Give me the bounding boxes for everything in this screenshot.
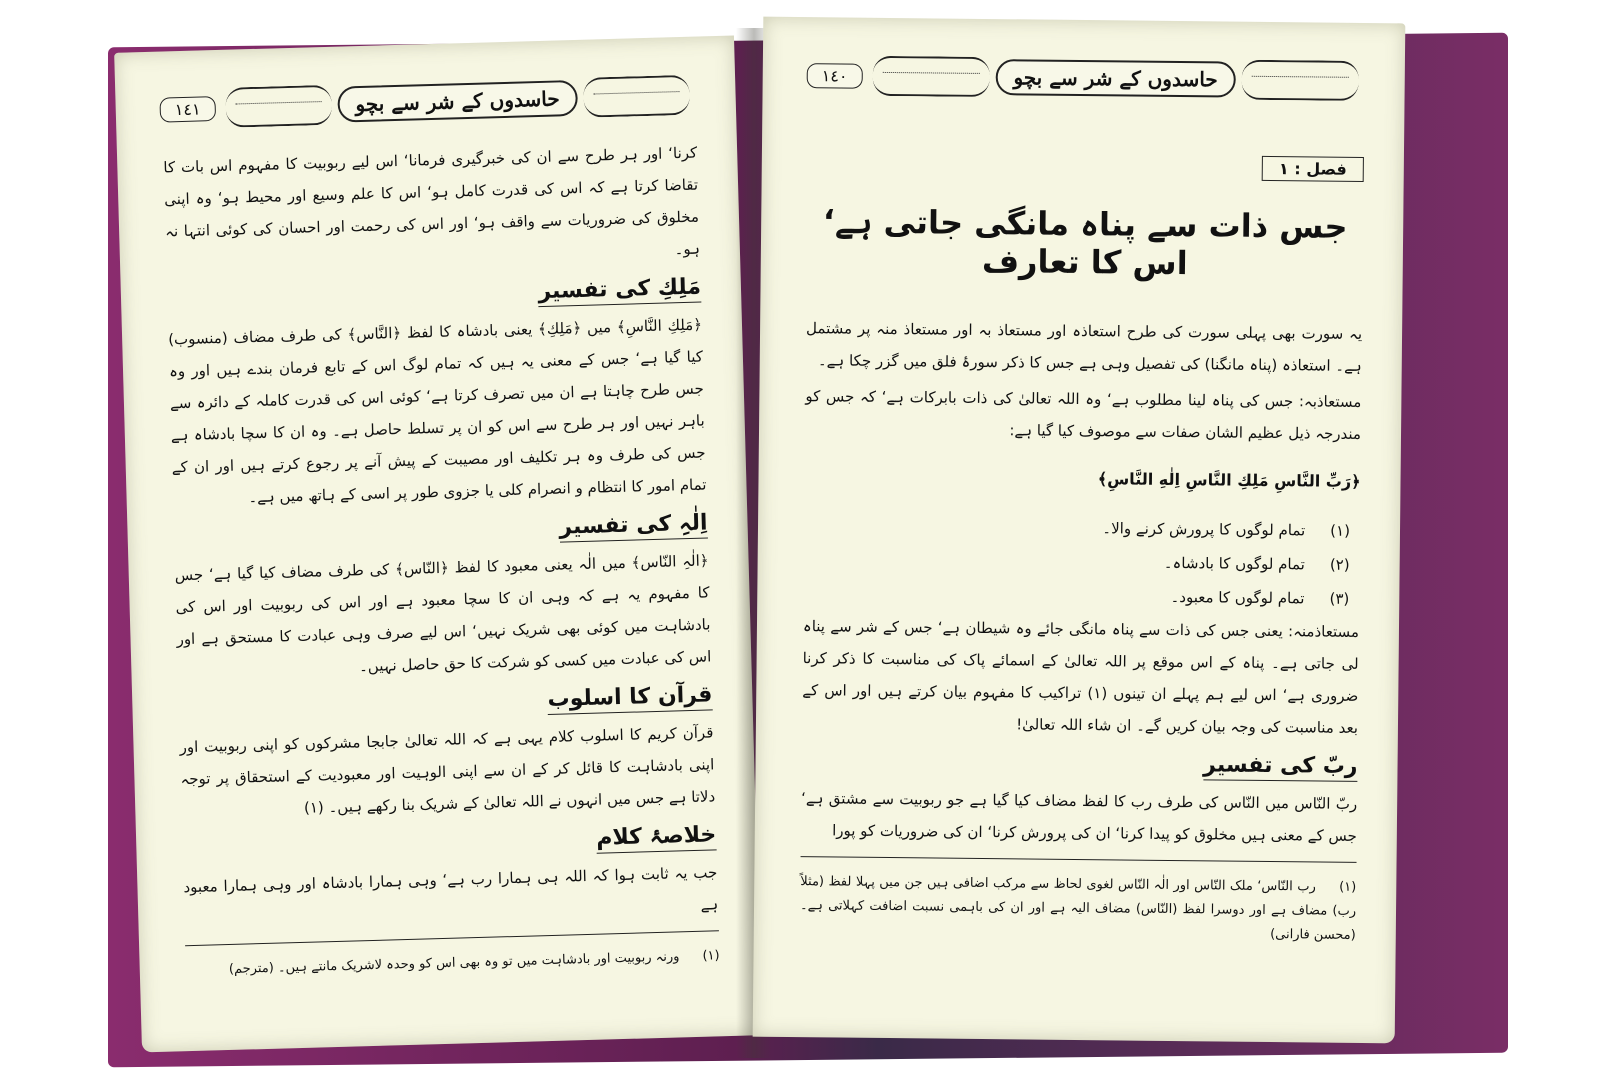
- paragraph: ﴿الٰہِ النّاس﴾ میں الٰہ یعنی معبود کا لفظ ﴿النّاس﴾ کی طرف مضاف کیا گیا ہے‘ جس کا مفہوم یہ ہے کہ وہی ان کا سچا معبود ہے اور اس کی ربوبیت اور اس کی بادشاہت میں کوئی بھی شریک نہیں‘ اس لیے صرف وہی عبادت کا مستحق ہے اور اس کی عبادت میں کسی کو شرکت کا حق حاصل نہیں۔: [174, 551, 712, 676]
- chapter-label: فصل : ١: [1262, 156, 1364, 182]
- section-heading: اِلٰہِ کی تفسیر: [559, 510, 708, 542]
- footnote-text: رب النّاس‘ ملک النّاس اور الٰہ النّاس لغوی لحاظ سے مرکب اضافی ہیں جن میں پہلا لفظ (مثلاً رب) مضاف ہے اور دوسرا لفظ (النّاس) مضاف الیہ ہے اور ان کی باہمی نسبت اضافت کہلاتی ہے۔ (محسن فارانی): [799, 874, 1357, 943]
- paragraph: جب یہ ثابت ہوا کہ اللہ ہی ہمارا رب ہے‘ وہی ہمارا بادشاہ اور وہی ہمارا معبود ہے: [183, 863, 719, 914]
- left-page: [114, 36, 762, 1053]
- paragraph: ربّ النّاس میں النّاس کی طرف رب کا لفظ مضاف کیا گیا ہے جو ربوبیت سے مشتق ہے‘ جس کے معنی ہیں مخلوق کو پیدا کرنا‘ ان کی پرورش کرنا‘ ان کی ضروریات کو پورا: [801, 789, 1358, 845]
- section-heading: مَلِكِ کی تفسیر: [538, 275, 701, 308]
- footnote: [800, 870, 1357, 948]
- quran-verse: ﴿رَبِّ النَّاسِ مَلِكِ النَّاسِ اِلٰهِ النَّاسِ﴾: [1097, 469, 1361, 491]
- right-page-number: ١٤٠: [807, 63, 863, 89]
- list-item: [804, 542, 1360, 582]
- open-book: [108, 20, 1508, 1070]
- paragraph: کرنا‘ اور ہر طرح سے ان کی خبرگیری فرمانا‘ اس لیے ربوبیت کا مفہوم اس بات کا تقاضا کرتا ہے کہ اس کی قدرت کامل ہو‘ اس کا علم وسیع اور محیط ہو‘ وہ اپنی مخلوق کی ضروریات سے واقف ہو‘ اور اس کی رحمت اور احسان کی کوئی انتہا نہ ہو۔: [163, 143, 701, 259]
- header-ornament: [583, 75, 690, 118]
- footnote-divider: [801, 856, 1357, 863]
- left-page-number: ١٤١: [159, 96, 215, 123]
- right-page-header: [802, 47, 1365, 109]
- list-text: تمام لوگوں کا بادشاہ۔: [1163, 553, 1305, 574]
- right-running-title: حاسدوں کے شر سے بچو: [995, 59, 1236, 98]
- header-ornament: [1242, 60, 1359, 101]
- footnote-number: (١): [1339, 879, 1357, 895]
- list-text: تمام لوگوں کا معبود۔: [1170, 587, 1305, 608]
- section-heading: قرآن کا اسلوب: [547, 682, 713, 715]
- header-ornament: [872, 56, 989, 97]
- list-number: (٣): [1329, 589, 1350, 608]
- paragraph: مستعاذبہ: جس کی پناہ لینا مطلوب ہے‘ وہ اللہ تعالیٰ کی ذات بابرکات ہے‘ کہ جس کو مندرجہ ذیل عظیم الشان صفات سے موصوف کیا گیا ہے:: [805, 387, 1362, 443]
- footnote: [185, 944, 719, 983]
- footnote-number: (١): [702, 948, 720, 964]
- footnote-text: ورنہ ربوبیت اور بادشاہت میں تو وہ بھی اس کو وحدہ لاشریک مانتے ہیں۔ (مترجم): [228, 949, 680, 977]
- paragraph: ﴿مَلِكِ النَّاسِ﴾ میں ﴿مَلِكِ﴾ یعنی بادشاہ کا لفظ ﴿النَّاس﴾ کی طرف مضاف (منسوب) کیا گیا ہے‘ جس کے معنی یہ ہیں کہ تمام لوگ اس کے تابع فرمان بندے ہیں اور وہ جس طرح چاہتا ہے ان میں تصرف کرتا ہے‘ کوئی اس کی قدرت کاملہ کے دائرہ سے باہر نہیں اور ہر طرح سے اس کو ان پر تسلط حاصل ہے۔ وہ ان کا سچا بادشاہ ہے جس کی طرف وہ ہر تکلیف اور مصیبت کے پیش آنے پر رجوع کرتے ہیں اور ان کے تمام امور کا انتظام و انصرام کلی یا جزوی طور پر اسی کے ہاتھ میں ہے۔: [167, 315, 707, 507]
- list-number: (١): [1330, 521, 1351, 540]
- paragraph: مستعاذمنہ: یعنی جس کی ذات سے پناہ مانگی جائے وہ شیطان ہے‘ جس کے شر سے پناہ لی جاتی ہے۔ پناہ کے اس موقع پر اللہ تعالیٰ کے اسمائے پاک کی مناسبت کا ذکر کرنا ضروری ہے‘ اس لیے ہم پہلے ان تینوں (١) تراکیب کا مفہوم بیان کرتے ہیں اور اس کے بعد مناسبت کی وجہ بیان کریں گے۔ ان شاء اللہ تعالیٰ!: [802, 617, 1360, 737]
- list-number: (٢): [1329, 555, 1350, 574]
- chapter-title: جس ذات سے پناہ مانگی جاتی ہے‘ اس کا تعارف: [822, 202, 1348, 283]
- header-ornament: [225, 85, 332, 128]
- left-page-header: [155, 67, 696, 138]
- list-item: [804, 508, 1360, 548]
- paragraph: یہ سورت بھی پہلی سورت کی طرح استعاذہ اور مستعاذ بہ اور مستعاذ منہ پر مشتمل ہے۔ استعاذہ (پناہ مانگنا) کی تفصیل وہی ہے جس کا ذکر سورۂ فلق میں گزر چکا ہے۔: [806, 319, 1363, 375]
- paragraph: قرآن کریم کا اسلوب کلام یہی ہے کہ اللہ تعالیٰ جابجا مشرکوں کو اپنی ربوبیت اور اپنی بادشاہت کا قائل کر کے ان سے اپنی الوہیت اور معبودیت کے استحقاق پر توجہ دلاتا ہے جس میں انہوں نے اللہ تعالیٰ کے شریک بنا رکھے ہیں۔ (١): [179, 723, 716, 817]
- section-heading: ربّ کی تفسیر: [1203, 752, 1358, 782]
- right-page: [753, 17, 1406, 1044]
- list-text: تمام لوگوں کا پرورش کرنے والا۔: [1102, 519, 1306, 540]
- right-page-content: [799, 117, 1364, 1003]
- left-running-title: حاسدوں کے شر سے بچو: [337, 80, 578, 123]
- section-heading: خلاصۂ کلام: [596, 822, 717, 853]
- left-page-content: [163, 137, 721, 1012]
- list-item: [803, 576, 1359, 616]
